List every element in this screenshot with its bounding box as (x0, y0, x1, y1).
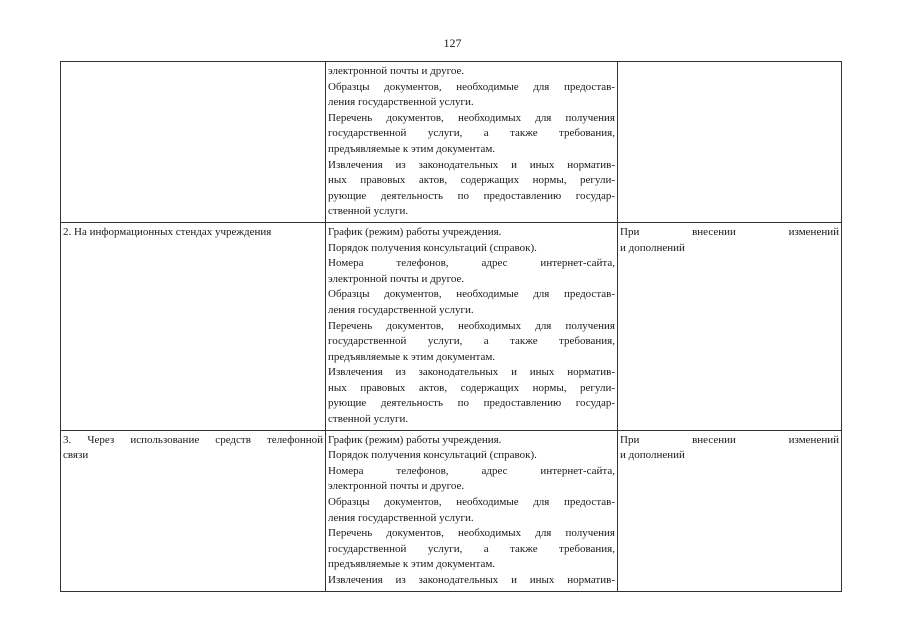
text-line: Перечень документов, необходимых для получения (328, 111, 615, 124)
text-line: Порядок получения консультаций (справок). (328, 241, 537, 254)
table-row (61, 62, 842, 223)
text-line: ных правовых актов, содержащих нормы, регули- (328, 381, 615, 394)
table-row (61, 430, 842, 591)
content-cell (326, 62, 618, 223)
method-cell: 2. На информационных стендах учреждения (61, 222, 326, 430)
text-line: ных правовых актов, содержащих нормы, регули- (328, 174, 615, 187)
text-line: При внесении изменений (620, 433, 839, 446)
method-cell (61, 62, 326, 223)
text-line: Перечень документов, необходимых для получения (328, 319, 615, 332)
text-line: предъявляемые к этим документам. (328, 350, 496, 363)
text-line: 3. Через использование средств телефонной (63, 433, 323, 446)
text-line: электронной почты и другое. (328, 272, 465, 285)
text-line: ления государственной услуги. (328, 511, 474, 524)
text-line: При внесении изменений (620, 225, 839, 238)
services-table (60, 61, 842, 592)
term-cell (618, 62, 842, 223)
text-line: График (режим) работы учреждения. (328, 225, 502, 238)
text-line: государственной услуги, а также требования, (328, 127, 615, 140)
text-line: Номера телефонов, адрес интернет-сайта, (328, 257, 615, 270)
text-line: ления государственной услуги. (328, 303, 474, 316)
text-line: Извлечения из законодательных и иных норматив- (328, 158, 615, 171)
text-line: Извлечения из законодательных и иных норматив- (328, 574, 615, 586)
text-line: государственной услуги, а также требования, (328, 335, 615, 348)
table-row (61, 222, 842, 430)
content-cell (326, 222, 618, 430)
text-line: Образцы документов, необходимые для предостав- (328, 288, 615, 301)
text-line: связи (63, 449, 89, 462)
text-line: График (режим) работы учреждения. (328, 433, 502, 446)
text-line: рующие деятельность по предоставлению государ- (328, 397, 615, 410)
text-line: ления государственной услуги. (328, 96, 474, 109)
content-cell (326, 430, 618, 591)
text-line: Номера телефонов, адрес интернет-сайта, (328, 464, 615, 477)
text-line: Образцы документов, необходимые для предостав- (328, 80, 615, 93)
method-cell (61, 430, 326, 591)
page-number: 127 (443, 36, 462, 50)
text-line: Перечень документов, необходимых для получения (328, 527, 615, 540)
text-line: предъявляемые к этим документам. (328, 558, 496, 571)
text-line: электронной почты и другое. (328, 480, 465, 493)
text-line: и дополнений (620, 241, 685, 254)
text-line: электронной почты и другое. (328, 65, 465, 77)
text-line: рующие деятельность по предоставлению государ- (328, 189, 615, 202)
text-line: предъявляемые к этим документам. (328, 142, 496, 155)
text-line: Извлечения из законодательных и иных норматив- (328, 366, 615, 379)
term-cell (618, 222, 842, 430)
term-cell (618, 430, 842, 591)
text-line: ственной услуги. (328, 205, 409, 218)
text-line: и дополнений (620, 449, 685, 462)
text-line: государственной услуги, а также требования, (328, 542, 615, 555)
text-line: Порядок получения консультаций (справок). (328, 449, 537, 462)
text-line: Образцы документов, необходимые для предостав- (328, 496, 615, 509)
text-line: ственной услуги. (328, 413, 409, 426)
